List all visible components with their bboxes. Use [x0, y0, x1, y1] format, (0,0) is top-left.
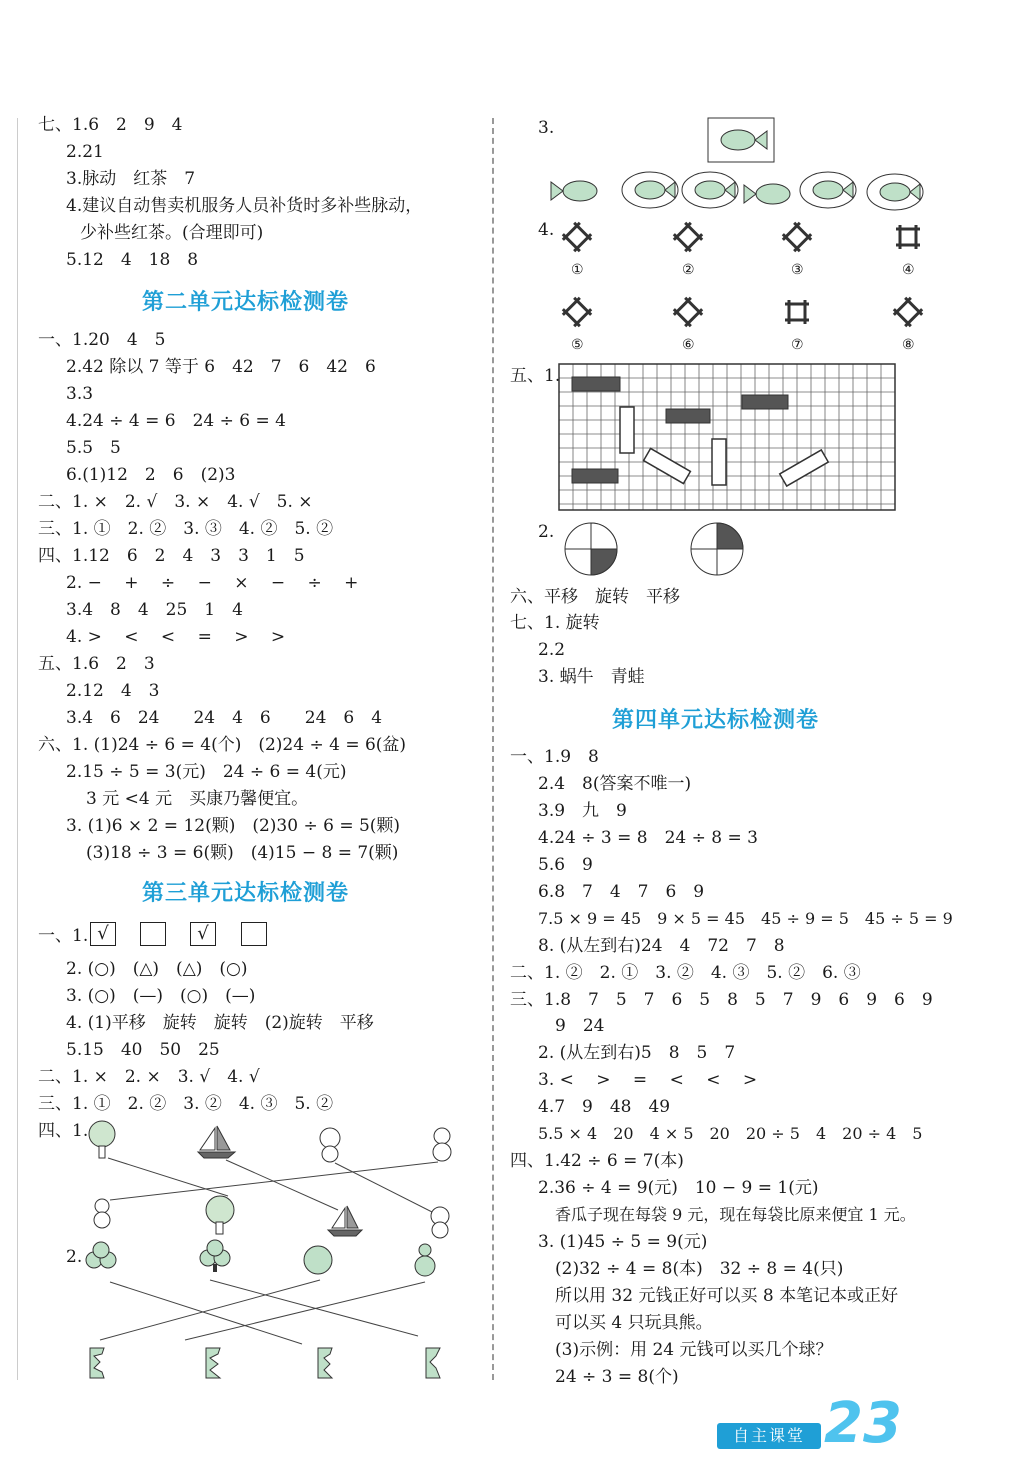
- fish-icon: [551, 181, 597, 201]
- answer-line: 二、1. × 2. √ 3. × 4. √ 5. ×: [38, 492, 313, 512]
- tree-icon: [206, 1196, 234, 1234]
- squirrel-icon: [94, 1199, 110, 1228]
- unit-2-title: 第二单元达标检测卷: [142, 290, 350, 315]
- answer-line: 3.3: [66, 384, 94, 404]
- shaded-rectangle: [742, 395, 788, 409]
- answer-line: 2. (○) (△) (△) (○): [66, 959, 248, 979]
- rotated-frames-figure: [555, 212, 945, 352]
- check-box: [140, 922, 166, 946]
- check-box: [241, 922, 267, 946]
- answer-line: 4.24 ÷ 3 = 8 24 ÷ 8 = 3: [538, 828, 758, 848]
- answer-line: 三、1.8 7 5 7 6 5 8 5 7 9 6 9 6 9: [510, 990, 933, 1010]
- flower-icon: [304, 1246, 332, 1274]
- answer-line: 五、1.: [510, 366, 561, 386]
- answer-line: 3. < > = < < >: [538, 1070, 758, 1090]
- tree-icon: [89, 1121, 115, 1158]
- half-club-icon: [206, 1348, 220, 1378]
- frame-shape: [891, 295, 925, 329]
- answer-line: 2. (从左到右)5 8 5 7: [538, 1043, 736, 1063]
- frame-shape: [780, 220, 814, 254]
- squirrel-icon: [433, 1128, 451, 1161]
- answer-line: 可以买 4 只玩具熊。: [555, 1313, 713, 1333]
- matching-figure-1: [80, 1118, 470, 1238]
- chick-icon: [431, 1207, 449, 1238]
- quarter-circle-right: [691, 523, 743, 575]
- half-flower-icon: [318, 1348, 332, 1378]
- answer-line: 一、1.: [38, 926, 89, 946]
- frame-shape: [896, 225, 920, 249]
- answer-line: 四、1.12 6 2 4 3 3 1 5: [38, 546, 305, 566]
- answer-line: 3.4 8 4 25 1 4: [66, 600, 243, 620]
- outline-rectangle: [712, 439, 726, 485]
- left-margin-rule: [17, 118, 18, 1380]
- answer-line: 4. (1)平移 旋转 旋转 (2)旋转 平移: [66, 1013, 374, 1033]
- answer-line: 2.12 4 3: [66, 681, 160, 701]
- answer-line: 二、1. ② 2. ① 3. ② 4. ③ 5. ② 6. ③: [510, 963, 861, 983]
- answer-line: 六、平移 旋转 平移: [510, 587, 680, 607]
- answer-line: 2.36 ÷ 4 = 9(元) 10 − 9 = 1(元): [538, 1178, 819, 1198]
- answer-line: 4. > < < = > >: [66, 627, 286, 647]
- shaded-rectangle: [666, 409, 710, 423]
- answer-line: 3. 蜗牛 青蛙: [538, 667, 645, 687]
- frame-shape: [560, 220, 594, 254]
- answer-line: 2.: [66, 1247, 83, 1267]
- outline-rectangle: [620, 407, 634, 453]
- answer-line: 3.4 6 24 24 4 6 24 6 4: [66, 708, 383, 728]
- unit-4-title: 第四单元达标检测卷: [612, 708, 820, 733]
- frame-shape: [671, 295, 705, 329]
- answer-line: 四、1.42 ÷ 6 = 7(本): [510, 1151, 684, 1171]
- answer-line: 4.7 9 48 49: [538, 1097, 671, 1117]
- answer-line: (3)示例：用 24 元钱可以买几个球？: [555, 1340, 833, 1360]
- answer-line: 三、1. ① 2. ② 3. ② 4. ③ 5. ②: [38, 1094, 334, 1114]
- answer-line: 6.(1)12 2 6 (2)3: [66, 465, 236, 485]
- answer-line: 5.6 9: [538, 855, 593, 875]
- answer-line: 二、1. × 2. × 3. √ 4. √: [38, 1067, 260, 1087]
- answer-line: 5.15 40 50 25: [66, 1040, 220, 1060]
- answer-line: 香瓜子现在每袋 9 元，现在每袋比原来便宜 1 元。: [555, 1205, 916, 1224]
- answer-line: 9 24: [555, 1016, 605, 1036]
- answer-line: 2.2: [538, 640, 566, 660]
- page-number: 23: [824, 1391, 902, 1456]
- circled-number: ⑤: [571, 337, 584, 353]
- sailboat-icon: [328, 1206, 362, 1236]
- matching-figure-2: [80, 1240, 470, 1380]
- fish-icon: [744, 184, 790, 204]
- answer-line: 3 元 <4 元 买康乃馨便宜。: [86, 789, 309, 809]
- answer-line: 4.24 ÷ 4 = 6 24 ÷ 6 = 4: [66, 411, 286, 431]
- circled-number: ⑥: [682, 337, 695, 353]
- circled-number: ②: [682, 262, 695, 278]
- check-box: √: [90, 922, 116, 946]
- unit-3-title: 第三单元达标检测卷: [142, 881, 350, 906]
- club-icon: [200, 1240, 230, 1272]
- quarter-circle-left: [565, 523, 617, 575]
- answer-line: 5.5 5: [66, 438, 121, 458]
- answer-line: 3.9 九 9: [538, 801, 627, 821]
- answer-line: 七、1. 旋转: [510, 613, 600, 633]
- answer-line: 8. (从左到右)24 4 72 7 8: [538, 936, 785, 956]
- answer-line: 3.: [538, 118, 555, 138]
- check-box: √: [190, 922, 216, 946]
- answer-line: 一、1.9 8: [510, 747, 599, 767]
- chick-icon: [320, 1128, 340, 1162]
- answer-line: 4.: [538, 220, 555, 240]
- answer-line: 六、1. (1)24 ÷ 6 = 4(个) (2)24 ÷ 4 = 6(盆): [38, 735, 407, 755]
- outline-rectangle: [644, 448, 691, 483]
- answer-line: 24 ÷ 3 = 8(个): [555, 1367, 679, 1387]
- frame-shape: [785, 300, 809, 324]
- answer-line: 七、1.6 2 9 4: [38, 115, 183, 135]
- grid-figure: [558, 363, 896, 511]
- outline-rectangle: [780, 450, 829, 486]
- half-clover-icon: [90, 1348, 104, 1378]
- answer-line: (3)18 ÷ 3 = 6(颗) (4)15 − 8 = 7(颗): [86, 843, 399, 863]
- answer-line: 四、1.: [38, 1121, 89, 1141]
- circled-number: ⑦: [791, 337, 804, 353]
- answer-line: 所以用 32 元钱正好可以买 8 本笔记本或正好: [555, 1286, 899, 1306]
- answer-line: 一、1.20 4 5: [38, 330, 166, 350]
- fish-figure: [555, 116, 955, 220]
- answer-line: 2.4 8(答案不唯一): [538, 774, 692, 794]
- answer-line: 3. (1)6 × 2 = 12(颗) (2)30 ÷ 6 = 5(颗): [66, 816, 401, 836]
- shaded-rectangle: [572, 377, 620, 391]
- answer-line: 2. − + ÷ − × − ÷ +: [66, 573, 359, 593]
- half-gourd-icon: [426, 1348, 440, 1378]
- pie-figure: [565, 522, 755, 580]
- answer-line: 3. (1)45 ÷ 5 = 9(元): [538, 1232, 708, 1252]
- answer-line: 6.8 7 4 7 6 9: [538, 882, 705, 902]
- answer-line: (2)32 ÷ 4 = 8(本) 32 ÷ 8 = 4(只): [555, 1259, 844, 1279]
- circled-number: ①: [571, 262, 584, 278]
- circled-number: ④: [902, 262, 915, 278]
- answer-line: 7.5 × 9 = 45 9 × 5 = 45 45 ÷ 9 = 5 45 ÷ 5 = 9: [538, 909, 953, 928]
- answer-line: 少补些红茶。(合理即可): [80, 223, 264, 243]
- answer-line: 5.5 × 4 20 4 × 5 20 20 ÷ 5 4 20 ÷ 4 5: [538, 1124, 923, 1143]
- answer-line: 2.42 除以 7 等于 6 42 7 6 42 6: [66, 357, 376, 377]
- answer-line: 三、1. ① 2. ② 3. ③ 4. ② 5. ②: [38, 519, 334, 539]
- answer-line: 5.12 4 18 8: [66, 250, 199, 270]
- answer-line: 五、1.6 2 3: [38, 654, 155, 674]
- answer-line: 3.脉动 红茶 7: [66, 169, 196, 189]
- circled-number: ⑧: [902, 337, 915, 353]
- footer-badge: 自主课堂: [717, 1423, 821, 1449]
- answer-line: 3. (○) (—) (○) (—): [66, 986, 256, 1006]
- clover-icon: [86, 1242, 116, 1268]
- gourd-icon: [415, 1244, 435, 1276]
- answer-line: 2.21: [66, 142, 104, 162]
- answer-line: 2.15 ÷ 5 = 3(元) 24 ÷ 6 = 4(元): [66, 762, 347, 782]
- frame-shape: [671, 220, 705, 254]
- sailboat-icon: [198, 1126, 235, 1158]
- frame-shape: [560, 295, 594, 329]
- circled-number: ③: [791, 262, 804, 278]
- answer-line: 2.: [538, 522, 555, 542]
- answer-line: 4.建议自动售卖机服务人员补货时多补些脉动，: [66, 196, 423, 216]
- shaded-rectangle: [572, 469, 618, 483]
- column-divider: [492, 118, 494, 1380]
